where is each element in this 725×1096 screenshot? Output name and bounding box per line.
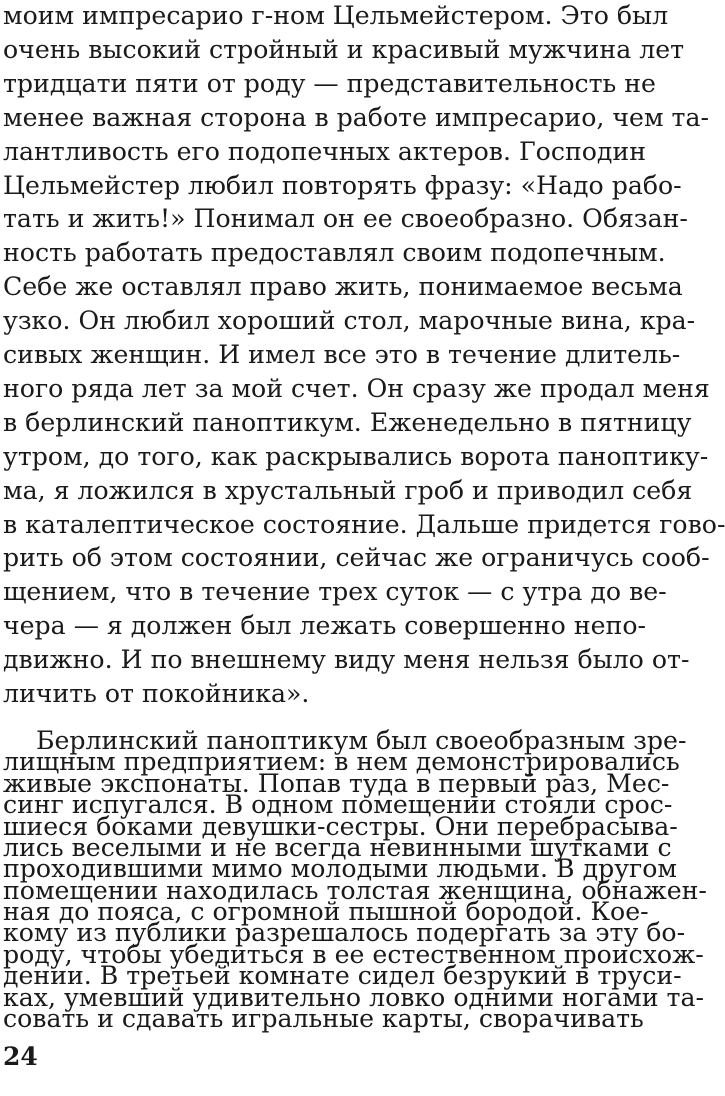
text-line: помещении находилась толстая женщина, обнажен- [3, 876, 707, 905]
text-line: рить об этом состоянии, сейчас же ограничусь сооб- [3, 543, 710, 572]
text-line: в берлинский паноптикум. Еженедельно в пятницу [3, 408, 692, 437]
text-line: лись веселыми и не всегда невинными шутками с [3, 833, 672, 862]
text-line: очень высокий стройный и красивый мужчина лет [3, 35, 685, 64]
text-line: в каталептическое состояние. Дальше придется гово- [3, 510, 725, 539]
text-line: ма, я ложился в хрустальный гроб и приводил себя [3, 476, 693, 505]
text-line: синг испугался. В одном помещении стояли срос- [3, 790, 673, 819]
text-line: моим импресарио г-ном Цельмейстером. Это был [3, 1, 669, 30]
text-line: движно. И по внешнему виду меня нельзя было от- [3, 645, 690, 674]
text-line: живые экспонаты. Попав туда в первый раз, Мес- [3, 769, 670, 798]
text-line: кому из публики разрешалось подергать за эту бо- [3, 918, 686, 947]
text-line: лищным предприятием: в нем демонстрировались [3, 747, 680, 776]
text-line: шиеся боками девушки-сестры. Они перебрасыва- [3, 812, 678, 841]
text-line: утром, до того, как раскрывались ворота паноптику- [3, 442, 709, 471]
page-number: 24 [3, 1042, 38, 1071]
text-line: сивых женщин. И имел все это в течение длитель- [3, 340, 681, 369]
text-line: тать и жить!» Понимал он ее своеобразно. Обязан- [3, 204, 688, 233]
text-line: роду, чтобы убедиться в ее естественном происхож- [3, 940, 704, 969]
text-line: ках, умевший удивительно ловко одними ногами та- [3, 983, 704, 1012]
text-line: Цельмейстер любил повторять фразу: «Надо рабо- [3, 171, 682, 200]
text-line: тридцати пяти от роду — представительность не [3, 69, 656, 98]
text-line: щением, что в течение трех суток — с утра до ве- [3, 577, 667, 606]
text-line: совать и сдавать игральные карты, сворачивать [3, 1004, 644, 1033]
text-line: проходившими мимо молодыми людьми. В другом [3, 854, 677, 883]
text-line: чера — я должен был лежать совершенно непо- [3, 611, 647, 640]
text-line: лантливость его подопечных актеров. Господин [3, 137, 646, 166]
text-line: ная до пояса, с огромной пышной бородой. Кое- [3, 897, 649, 926]
text-line: менее важная сторона в работе импресарио, чем та- [3, 103, 710, 132]
text-line: Себе же оставлял право жить, понимаемое весьма [3, 272, 683, 301]
text-line: личить от покойника». [3, 679, 310, 708]
text-line: ного ряда лет за мой счет. Он сразу же продал меня [3, 374, 710, 403]
text-line: Берлинский паноптикум был своеобразным зре- [36, 726, 687, 755]
text-line: дении. В третьей комнате сидел безрукий в труси- [3, 961, 682, 990]
text-line: ность работать предоставлял своим подопечным. [3, 238, 666, 267]
text-line: узко. Он любил хороший стол, марочные вина, кра- [3, 306, 696, 335]
